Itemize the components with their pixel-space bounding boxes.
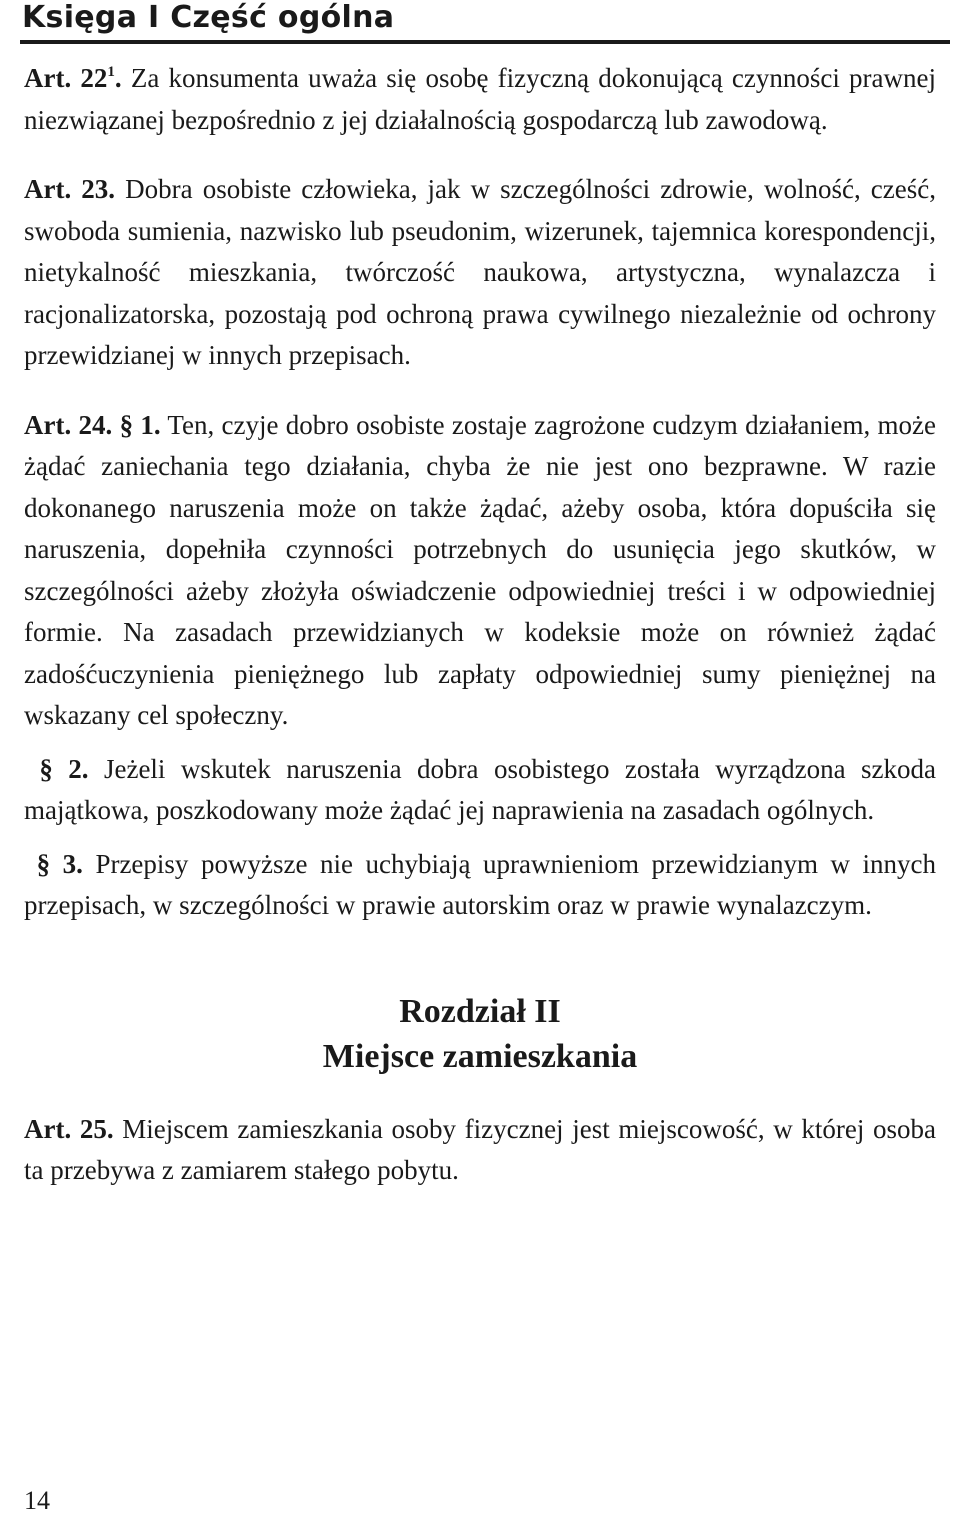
chapter-number: Rozdział II [399,992,561,1030]
running-header [20,0,950,44]
article-22-1-label: Art. $22^1$. [24,63,122,93]
article-22-1-superscript: 1 [107,64,115,80]
running-header-title: Księga I Część ogólna [22,0,395,35]
article-25-text: Miejscem zamieszkania osoby fizycznej jest miejscowość, w której osoba ta przebywa z zamiarem stałego pobytu. [24,1113,936,1185]
article-23 [24,169,936,377]
article-24-p1-label: § 1. [119,409,161,440]
article-24-p3-text: Przepisy powyższe nie uchybiają uprawnieniom przewidzianym w innych przepisach, w szczególności w prawie autorskim oraz w prawie wynalazczym. [24,848,937,920]
article-24-paragraph-2 [24,749,936,832]
article-25-label: Art. 25. [24,1113,114,1144]
page-number: 14 [24,1486,50,1515]
article-23-text: Dobra osobiste człowieka, jak w szczególności zdrowie, wolność, cześć, swoboda sumienia, nazwisko lub pseudonim, wizerunek, tajemnica korespondencji, nietykalność mieszkania, twórczość naukowa, artystyczna, wynalazcza i racjonalizatorska, pozostają pod ochroną prawa cywilnego niezależnie od ochrony przewidzianej w innych przepisach. [24,174,936,370]
chapter-title: Miejsce zamieszkania [322,1037,638,1075]
article-25 [24,1109,936,1192]
article-24-paragraph-1 [24,405,936,737]
page-body [24,58,936,1220]
article-24-p2-label: § 2. [39,753,89,784]
article-24-p1-text: Ten, czyje dobro osobiste zostaje zagrożone cudzym działaniem, może żądać zaniechania tego działania, chyba że nie jest ono bezprawne. W razie dokonanego naruszenia może on także żądać, ażeby osoba, która dopuściła się naruszenia, dopełniła czynności potrzebnych do usunięcia jego skutków, w szczególności ażeby złożyła oświadczenie odpowiedniej treści i w odpowiedniej formie. Na zasadach przewidzianych w kodeksie może on również żądać zadośćuczynienia pieniężnego lub zapłaty odpowiedniej sumy pieniężnej na wskazany cel społeczny. [24,409,937,730]
article-24-p3-label: § 3. [36,848,83,879]
article-22-1-text: Za konsumenta uważa się osobę fizyczną dokonującą czynności prawnej niezwiązanej bezpośrednio z jej działalnością gospodarczą lub zawodową. [24,63,936,135]
article-24-paragraph-3 [24,844,936,927]
chapter-heading [24,989,936,1079]
article-24-label: Art. 24. [24,409,113,440]
article-24-p2-text: Jeżeli wskutek naruszenia dobra osobistego została wyrządzona szkoda majątkowa, poszkodowany może żądać jej naprawienia na zasadach ogólnych. [24,753,937,825]
article-22-1 [24,58,936,141]
article-23-label: Art. 23. [24,174,116,204]
